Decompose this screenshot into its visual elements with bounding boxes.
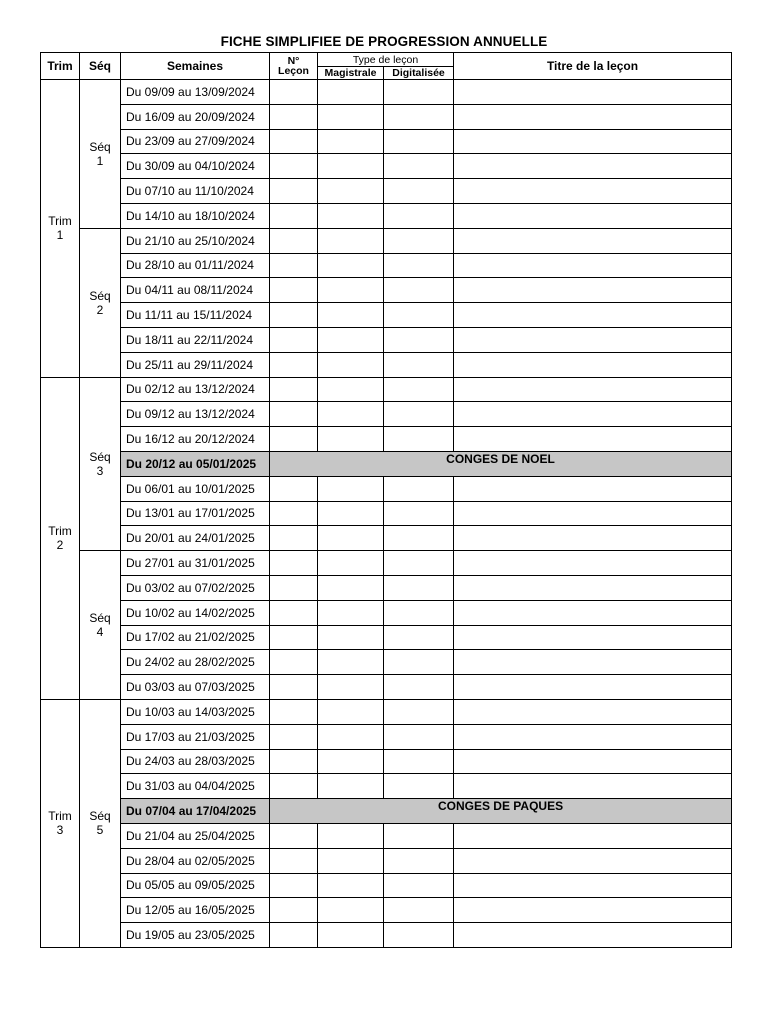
table-row — [41, 774, 732, 799]
lesson-number-cell[interactable] — [270, 402, 318, 427]
week-cell: Du 14/10 au 18/10/2024 — [121, 203, 270, 228]
trim-label: Trim — [48, 809, 72, 824]
header-trim: Trim — [41, 53, 80, 80]
magistrale-cell[interactable] — [318, 650, 384, 675]
lesson-title-cell[interactable] — [454, 402, 732, 427]
week-cell: Du 31/03 au 04/04/2025 — [121, 774, 270, 799]
lesson-number-cell[interactable] — [270, 352, 318, 377]
magistrale-cell[interactable] — [318, 898, 384, 923]
digitalisee-cell[interactable] — [384, 699, 454, 724]
week-cell: Du 02/12 au 13/12/2024 — [121, 377, 270, 402]
digitalisee-cell[interactable] — [384, 898, 454, 923]
week-cell: Du 19/05 au 23/05/2025 — [121, 923, 270, 948]
week-cell: Du 20/12 au 05/01/2025 — [121, 451, 270, 476]
seq-number: 4 — [96, 625, 104, 640]
lesson-number-cell[interactable] — [270, 675, 318, 700]
magistrale-cell[interactable] — [318, 203, 384, 228]
magistrale-cell[interactable] — [318, 724, 384, 749]
magistrale-cell[interactable] — [318, 476, 384, 501]
table-row — [41, 327, 732, 352]
seq-label: Séq — [89, 611, 111, 626]
lesson-number-cell[interactable] — [270, 625, 318, 650]
holiday-row — [41, 799, 732, 824]
lesson-title-cell[interactable] — [454, 724, 732, 749]
lesson-number-cell[interactable] — [270, 898, 318, 923]
lesson-number-cell[interactable] — [270, 253, 318, 278]
header-num-lecon — [270, 53, 318, 80]
table-row — [41, 551, 732, 576]
table-row — [41, 253, 732, 278]
lesson-title-cell[interactable] — [454, 203, 732, 228]
digitalisee-cell[interactable] — [384, 402, 454, 427]
magistrale-cell[interactable] — [318, 675, 384, 700]
lesson-title-cell[interactable] — [454, 675, 732, 700]
lesson-number-cell[interactable] — [270, 551, 318, 576]
table-row — [41, 699, 732, 724]
week-cell: Du 10/02 au 14/02/2025 — [121, 600, 270, 625]
lesson-number-cell[interactable] — [270, 823, 318, 848]
digitalisee-cell[interactable] — [384, 427, 454, 452]
lesson-number-cell[interactable] — [270, 278, 318, 303]
lesson-number-cell[interactable] — [270, 228, 318, 253]
magistrale-cell[interactable] — [318, 402, 384, 427]
week-cell: Du 16/09 au 20/09/2024 — [121, 104, 270, 129]
digitalisee-cell[interactable] — [384, 551, 454, 576]
table-row — [41, 923, 732, 948]
table-row — [41, 278, 732, 303]
lesson-number-cell[interactable] — [270, 526, 318, 551]
digitalisee-cell[interactable] — [384, 179, 454, 204]
week-cell: Du 17/02 au 21/02/2025 — [121, 625, 270, 650]
week-cell: Du 07/04 au 17/04/2025 — [121, 799, 270, 824]
seq-number: 1 — [96, 153, 104, 168]
lesson-title-cell[interactable] — [454, 476, 732, 501]
table-row — [41, 625, 732, 650]
trim-label: Trim — [48, 214, 72, 229]
table-row — [41, 724, 732, 749]
magistrale-cell[interactable] — [318, 427, 384, 452]
holiday-label-noel: CONGES DE NOEL — [270, 451, 732, 476]
week-cell: Du 09/12 au 13/12/2024 — [121, 402, 270, 427]
digitalisee-cell[interactable] — [384, 923, 454, 948]
digitalisee-cell[interactable] — [384, 303, 454, 328]
digitalisee-cell[interactable] — [384, 823, 454, 848]
trim-number: 1 — [56, 228, 64, 243]
table-row — [41, 600, 732, 625]
header-seq: Séq — [80, 53, 121, 80]
week-cell: Du 03/03 au 07/03/2025 — [121, 675, 270, 700]
magistrale-cell[interactable] — [318, 848, 384, 873]
magistrale-cell[interactable] — [318, 749, 384, 774]
seq-cell-3 — [80, 377, 121, 551]
digitalisee-cell[interactable] — [384, 327, 454, 352]
header-type-lecon: Type de leçon — [318, 53, 454, 67]
table-row — [41, 203, 732, 228]
lesson-title-cell[interactable] — [454, 154, 732, 179]
progression-table — [40, 52, 732, 948]
magistrale-cell[interactable] — [318, 526, 384, 551]
week-cell: Du 20/01 au 24/01/2025 — [121, 526, 270, 551]
table-row — [41, 749, 732, 774]
lesson-title-cell[interactable] — [454, 600, 732, 625]
table-row — [41, 402, 732, 427]
lesson-number-cell[interactable] — [270, 749, 318, 774]
lesson-title-cell[interactable] — [454, 179, 732, 204]
magistrale-cell[interactable] — [318, 154, 384, 179]
table-row — [41, 476, 732, 501]
digitalisee-cell[interactable] — [384, 476, 454, 501]
table-row — [41, 80, 732, 105]
lesson-number-cell[interactable] — [270, 923, 318, 948]
digitalisee-cell[interactable] — [384, 253, 454, 278]
table-row — [41, 154, 732, 179]
week-cell: Du 10/03 au 14/03/2025 — [121, 699, 270, 724]
week-cell: Du 12/05 au 16/05/2025 — [121, 898, 270, 923]
table-row — [41, 129, 732, 154]
table-row — [41, 823, 732, 848]
magistrale-cell[interactable] — [318, 823, 384, 848]
lesson-title-cell[interactable] — [454, 80, 732, 105]
seq-cell-1 — [80, 80, 121, 229]
lesson-number-cell[interactable] — [270, 650, 318, 675]
holiday-label-paques: CONGES DE PAQUES — [270, 799, 732, 824]
digitalisee-cell[interactable] — [384, 575, 454, 600]
magistrale-cell[interactable] — [318, 80, 384, 105]
digitalisee-cell[interactable] — [384, 749, 454, 774]
table-row — [41, 898, 732, 923]
week-cell: Du 05/05 au 09/05/2025 — [121, 873, 270, 898]
table-row — [41, 675, 732, 700]
table-row — [41, 303, 732, 328]
lesson-title-cell[interactable] — [454, 873, 732, 898]
header-digitalisee: Digitalisée — [384, 67, 454, 80]
lesson-title-cell[interactable] — [454, 327, 732, 352]
lesson-number-cell[interactable] — [270, 427, 318, 452]
week-cell: Du 16/12 au 20/12/2024 — [121, 427, 270, 452]
week-cell: Du 11/11 au 15/11/2024 — [121, 303, 270, 328]
magistrale-cell[interactable] — [318, 104, 384, 129]
digitalisee-cell[interactable] — [384, 278, 454, 303]
lesson-title-cell[interactable] — [454, 377, 732, 402]
week-cell: Du 17/03 au 21/03/2025 — [121, 724, 270, 749]
seq-number: 2 — [96, 302, 104, 317]
magistrale-cell[interactable] — [318, 303, 384, 328]
magistrale-cell[interactable] — [318, 228, 384, 253]
lesson-number-cell[interactable] — [270, 873, 318, 898]
week-cell: Du 30/09 au 04/10/2024 — [121, 154, 270, 179]
table-row — [41, 377, 732, 402]
magistrale-cell[interactable] — [318, 873, 384, 898]
lesson-title-cell[interactable] — [454, 774, 732, 799]
digitalisee-cell[interactable] — [384, 228, 454, 253]
magistrale-cell[interactable] — [318, 551, 384, 576]
week-cell: Du 23/09 au 27/09/2024 — [121, 129, 270, 154]
lesson-title-cell[interactable] — [454, 303, 732, 328]
lesson-title-cell[interactable] — [454, 898, 732, 923]
lesson-number-cell[interactable] — [270, 501, 318, 526]
digitalisee-cell[interactable] — [384, 526, 454, 551]
header-titre: Titre de la leçon — [454, 53, 732, 80]
lesson-number-cell[interactable] — [270, 377, 318, 402]
trim-cell-3 — [41, 699, 80, 947]
week-cell: Du 24/02 au 28/02/2025 — [121, 650, 270, 675]
header-num-lecon-line1: N° — [287, 55, 300, 67]
magistrale-cell[interactable] — [318, 625, 384, 650]
lesson-title-cell[interactable] — [454, 848, 732, 873]
digitalisee-cell[interactable] — [384, 774, 454, 799]
lesson-number-cell[interactable] — [270, 129, 318, 154]
page-title: FICHE SIMPLIFIEE DE PROGRESSION ANNUELLE — [220, 34, 548, 49]
week-cell: Du 21/04 au 25/04/2025 — [121, 823, 270, 848]
magistrale-cell[interactable] — [318, 179, 384, 204]
lesson-number-cell[interactable] — [270, 848, 318, 873]
lesson-number-cell[interactable] — [270, 327, 318, 352]
week-cell: Du 07/10 au 11/10/2024 — [121, 179, 270, 204]
week-cell: Du 28/10 au 01/11/2024 — [121, 253, 270, 278]
trim-label: Trim — [48, 524, 72, 539]
seq-cell-4 — [80, 551, 121, 700]
trim-cell-1 — [41, 80, 80, 378]
magistrale-cell[interactable] — [318, 278, 384, 303]
digitalisee-cell[interactable] — [384, 600, 454, 625]
seq-label: Séq — [89, 809, 111, 824]
seq-cell-2 — [80, 228, 121, 377]
lesson-title-cell[interactable] — [454, 749, 732, 774]
lesson-number-cell[interactable] — [270, 699, 318, 724]
lesson-title-cell[interactable] — [454, 129, 732, 154]
digitalisee-cell[interactable] — [384, 154, 454, 179]
magistrale-cell[interactable] — [318, 923, 384, 948]
week-cell: Du 27/01 au 31/01/2025 — [121, 551, 270, 576]
lesson-title-cell[interactable] — [454, 923, 732, 948]
lesson-number-cell[interactable] — [270, 179, 318, 204]
seq-number: 3 — [96, 463, 104, 478]
magistrale-cell[interactable] — [318, 600, 384, 625]
week-cell: Du 21/10 au 25/10/2024 — [121, 228, 270, 253]
table-row — [41, 104, 732, 129]
digitalisee-cell[interactable] — [384, 724, 454, 749]
magistrale-cell[interactable] — [318, 575, 384, 600]
table-row — [41, 575, 732, 600]
seq-number: 5 — [96, 823, 104, 838]
week-cell: Du 06/01 au 10/01/2025 — [121, 476, 270, 501]
lesson-number-cell[interactable] — [270, 476, 318, 501]
week-cell: Du 03/02 au 07/02/2025 — [121, 575, 270, 600]
lesson-title-cell[interactable] — [454, 427, 732, 452]
seq-label: Séq — [89, 139, 111, 154]
lesson-title-cell[interactable] — [454, 823, 732, 848]
digitalisee-cell[interactable] — [384, 625, 454, 650]
lesson-title-cell[interactable] — [454, 501, 732, 526]
holiday-row — [41, 451, 732, 476]
table-row — [41, 501, 732, 526]
lesson-number-cell[interactable] — [270, 303, 318, 328]
lesson-title-cell[interactable] — [454, 650, 732, 675]
digitalisee-cell[interactable] — [384, 377, 454, 402]
lesson-title-cell[interactable] — [454, 278, 732, 303]
digitalisee-cell[interactable] — [384, 352, 454, 377]
trim-number: 3 — [56, 823, 64, 838]
table-row — [41, 179, 732, 204]
table-row — [41, 352, 732, 377]
lesson-title-cell[interactable] — [454, 575, 732, 600]
magistrale-cell[interactable] — [318, 774, 384, 799]
magistrale-cell[interactable] — [318, 377, 384, 402]
digitalisee-cell[interactable] — [384, 129, 454, 154]
lesson-number-cell[interactable] — [270, 774, 318, 799]
magistrale-cell[interactable] — [318, 352, 384, 377]
digitalisee-cell[interactable] — [384, 675, 454, 700]
week-cell: Du 25/11 au 29/11/2024 — [121, 352, 270, 377]
header-num-lecon-line2: Leçon — [278, 65, 309, 77]
week-cell: Du 04/11 au 08/11/2024 — [121, 278, 270, 303]
seq-label: Séq — [89, 449, 111, 464]
digitalisee-cell[interactable] — [384, 203, 454, 228]
week-cell: Du 09/09 au 13/09/2024 — [121, 80, 270, 105]
trim-cell-2 — [41, 377, 80, 699]
week-cell: Du 28/04 au 02/05/2025 — [121, 848, 270, 873]
week-cell: Du 24/03 au 28/03/2025 — [121, 749, 270, 774]
seq-cell-5 — [80, 699, 121, 947]
digitalisee-cell[interactable] — [384, 873, 454, 898]
seq-label: Séq — [89, 288, 111, 303]
lesson-number-cell[interactable] — [270, 575, 318, 600]
digitalisee-cell[interactable] — [384, 650, 454, 675]
header-semaines: Semaines — [121, 53, 270, 80]
lesson-number-cell[interactable] — [270, 80, 318, 105]
lesson-title-cell[interactable] — [454, 526, 732, 551]
lesson-number-cell[interactable] — [270, 104, 318, 129]
lesson-number-cell[interactable] — [270, 724, 318, 749]
table-row — [41, 526, 732, 551]
lesson-title-cell[interactable] — [454, 228, 732, 253]
digitalisee-cell[interactable] — [384, 80, 454, 105]
magistrale-cell[interactable] — [318, 327, 384, 352]
lesson-title-cell[interactable] — [454, 625, 732, 650]
lesson-number-cell[interactable] — [270, 600, 318, 625]
header-magistrale: Magistrale — [318, 67, 384, 80]
digitalisee-cell[interactable] — [384, 104, 454, 129]
table-row — [41, 873, 732, 898]
digitalisee-cell[interactable] — [384, 501, 454, 526]
table-row — [41, 427, 732, 452]
digitalisee-cell[interactable] — [384, 848, 454, 873]
magistrale-cell[interactable] — [318, 699, 384, 724]
magistrale-cell[interactable] — [318, 253, 384, 278]
lesson-title-cell[interactable] — [454, 699, 732, 724]
table-row — [41, 228, 732, 253]
lesson-title-cell[interactable] — [454, 551, 732, 576]
lesson-title-cell[interactable] — [454, 104, 732, 129]
table-row — [41, 848, 732, 873]
week-cell: Du 13/01 au 17/01/2025 — [121, 501, 270, 526]
lesson-number-cell[interactable] — [270, 203, 318, 228]
lesson-title-cell[interactable] — [454, 352, 732, 377]
header-row-1 — [41, 53, 732, 67]
magistrale-cell[interactable] — [318, 501, 384, 526]
magistrale-cell[interactable] — [318, 129, 384, 154]
week-cell: Du 18/11 au 22/11/2024 — [121, 327, 270, 352]
lesson-title-cell[interactable] — [454, 253, 732, 278]
trim-number: 2 — [56, 538, 64, 553]
lesson-number-cell[interactable] — [270, 154, 318, 179]
table-row — [41, 650, 732, 675]
